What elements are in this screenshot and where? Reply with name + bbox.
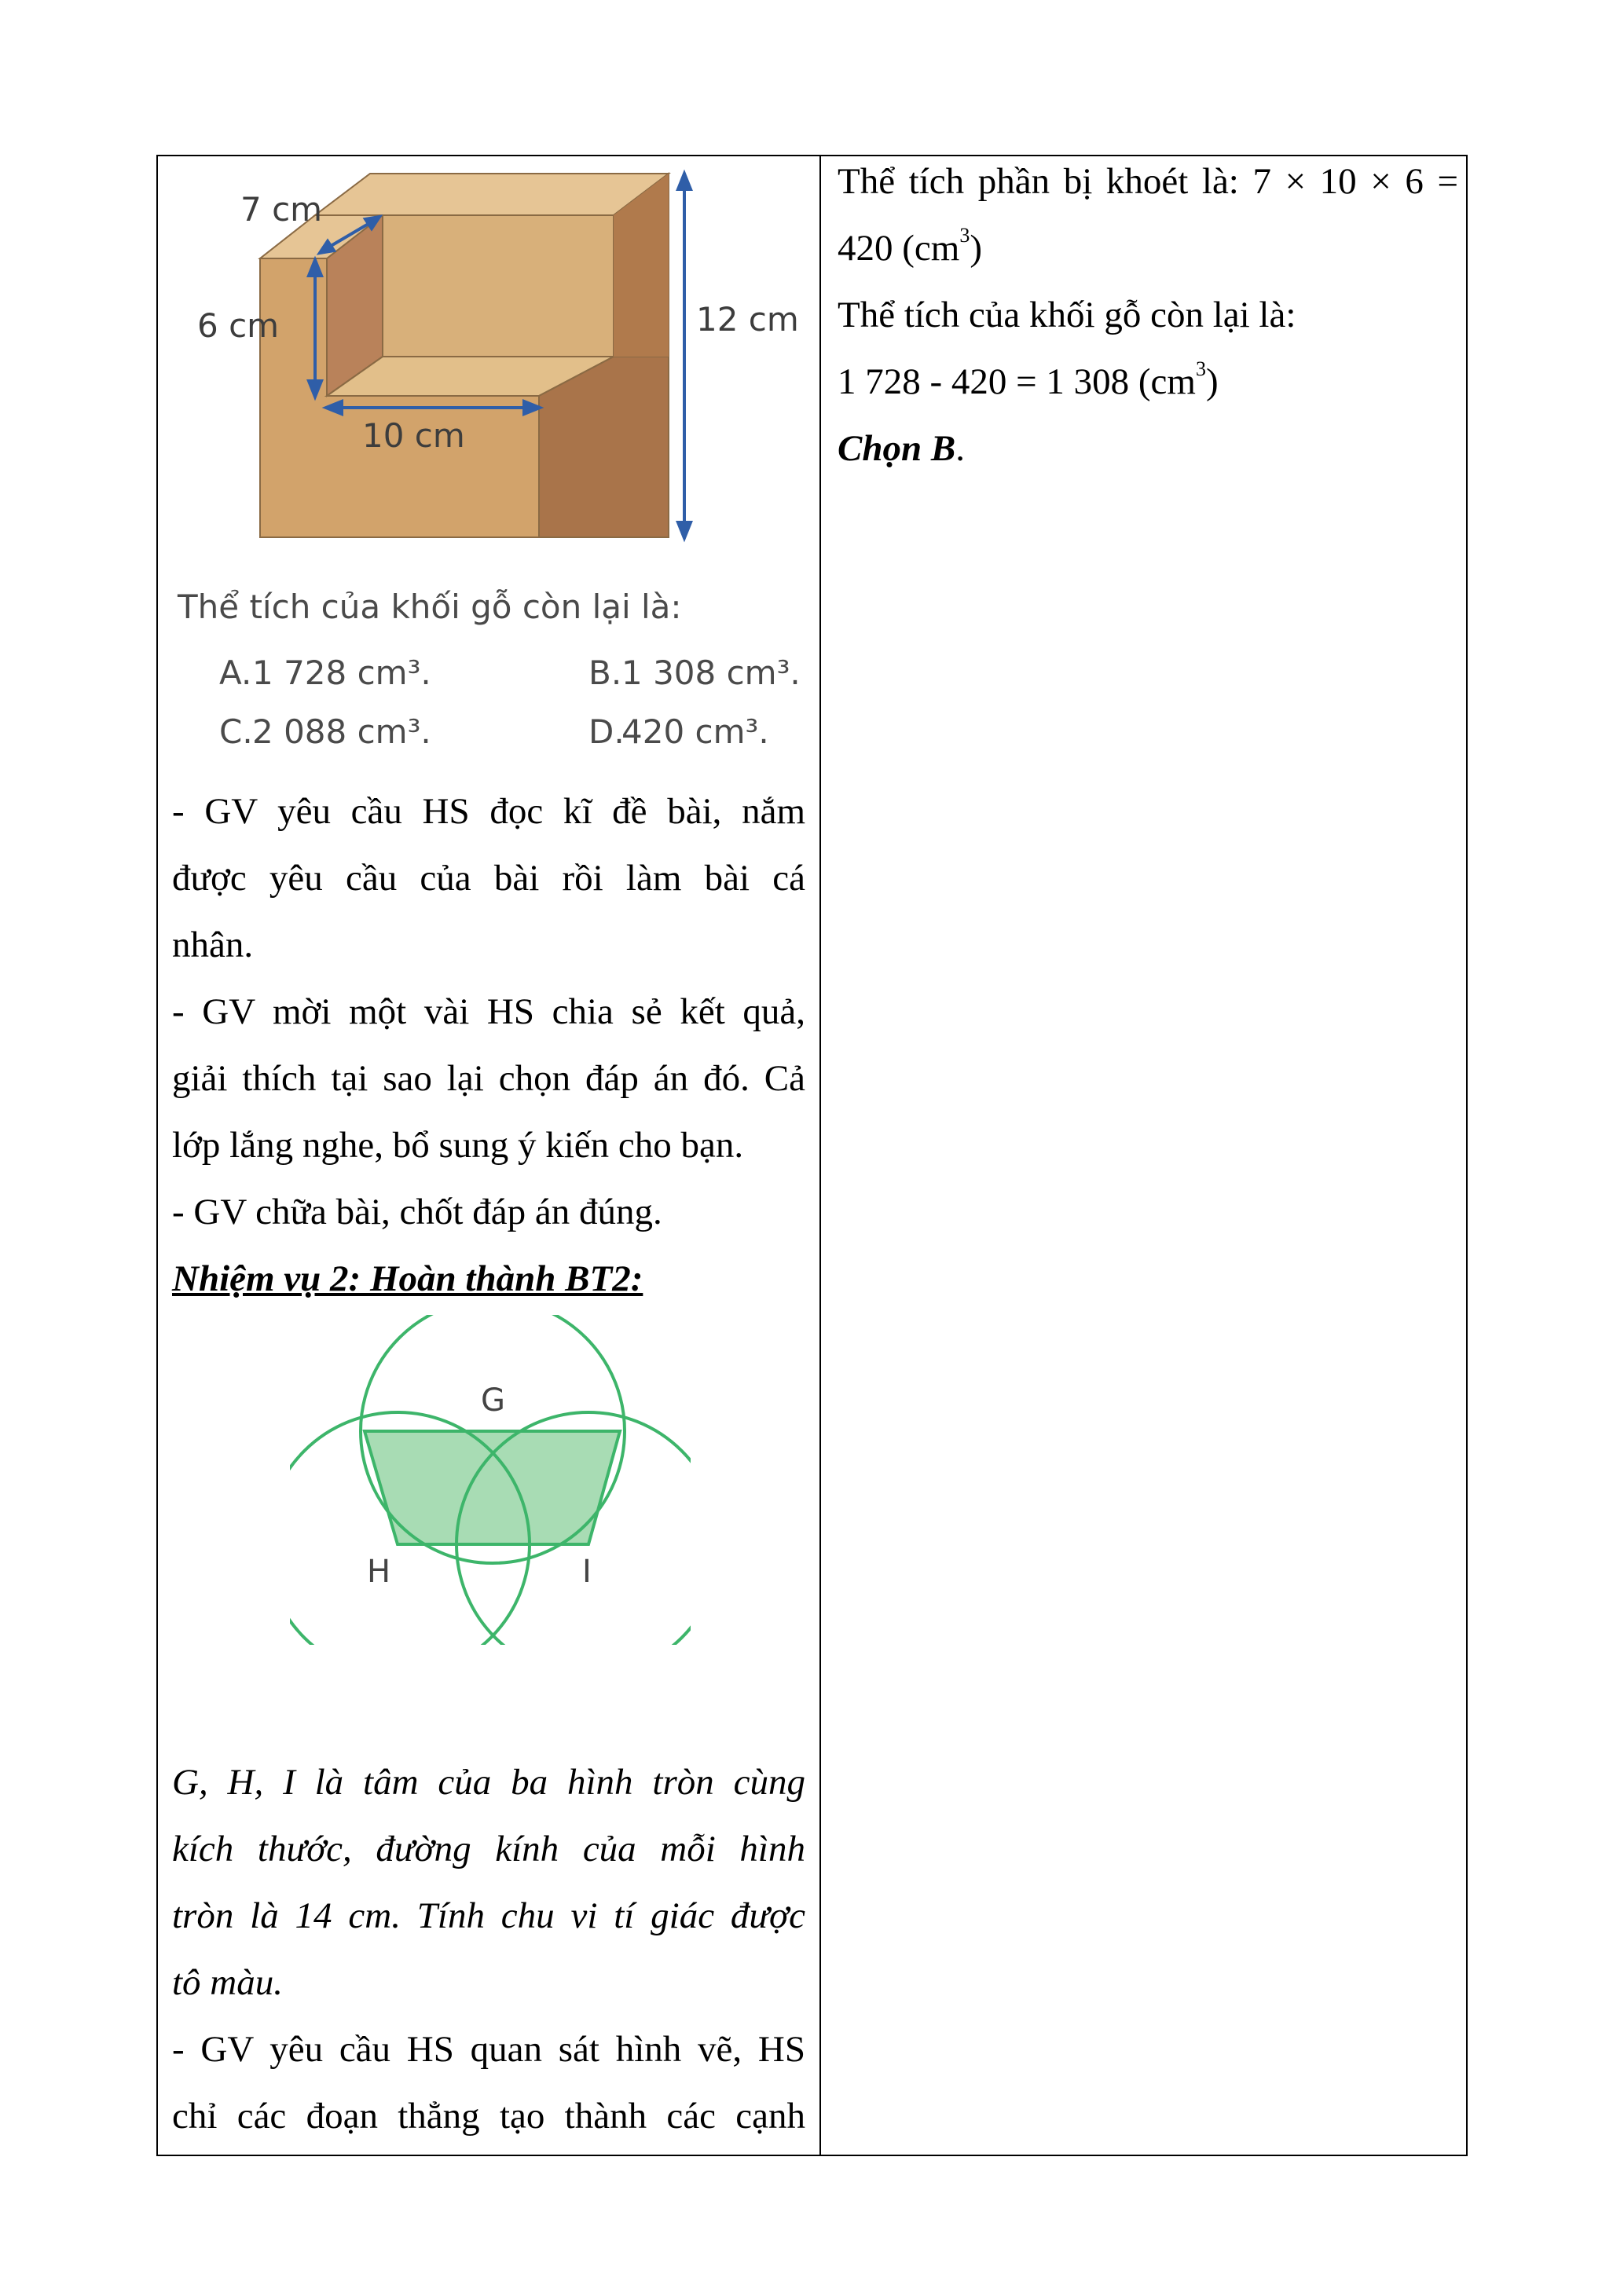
paragraph1-line2: được yêu cầu của bài rồi làm bài cá xyxy=(172,858,805,899)
block-top-back xyxy=(315,174,669,215)
paragraph1-line3: nhân. xyxy=(172,925,254,965)
option-d-text: 420 cm³. xyxy=(621,712,769,751)
problem-line1: G, H, I là tâm của ba hình tròn cùng xyxy=(172,1762,805,1803)
paragraph4-line2: chỉ các đoạn thẳng tạo thành các cạnh xyxy=(172,2096,805,2137)
paragraph3: - GV chữa bài, chốt đáp án đúng. xyxy=(172,1192,662,1232)
solution-block xyxy=(838,148,1458,482)
dim-10cm: 10 cm xyxy=(362,416,465,455)
left-text-block xyxy=(172,778,805,1313)
option-b-text: 1 308 cm³. xyxy=(621,654,801,692)
paragraph2-line2: giải thích tại sao lại chọn đáp án đó. Cả xyxy=(172,1058,805,1099)
option-d-letter: D. xyxy=(588,712,625,751)
right-column xyxy=(838,156,1458,2155)
label-g: G xyxy=(481,1382,505,1419)
paragraph2-line3: lớp lắng nghe, bổ sung ý kiến cho bạn. xyxy=(172,1125,744,1166)
label-i: I xyxy=(582,1554,592,1590)
option-a-text: 1 728 cm³. xyxy=(252,654,431,692)
problem-line4: tô màu. xyxy=(172,1962,283,2003)
left-column xyxy=(172,156,805,2155)
wood-block-figure xyxy=(158,156,806,767)
paragraph2-line1: - GV mời một vài HS chia sẻ kết quả, xyxy=(172,991,805,1032)
block-inner-back xyxy=(383,215,614,357)
option-a-letter: A. xyxy=(219,654,252,692)
solution-line3: Thể tích của khối gỗ còn lại là: xyxy=(838,295,1296,335)
paragraph1-line1: - GV yêu cầu HS đọc kĩ đề bài, nắm xyxy=(172,791,805,832)
option-c-letter: C. xyxy=(219,712,253,751)
solution-line4: 1 728 - 420 = 1 308 $(cm^3)$ xyxy=(838,357,1219,402)
option-b-letter: B. xyxy=(588,654,622,692)
paragraph4-line1: - GV yêu cầu HS quan sát hình vẽ, HS xyxy=(172,2029,805,2070)
circles-figure xyxy=(290,1315,691,1645)
option-c-text: 2 088 cm³. xyxy=(252,712,431,751)
problem-line3: tròn là 14 cm. Tính chu vi tí giác được xyxy=(172,1895,805,1936)
dim-6cm: 6 cm xyxy=(197,306,280,345)
figure1-question: Thể tích của khối gỗ còn lại là: xyxy=(178,588,682,626)
column-divider xyxy=(819,156,821,2155)
left-text-block-2 xyxy=(172,1749,805,2150)
solution-line1: Thể tích phần bị khoét là: 7 × 10 × 6 = xyxy=(838,161,1458,202)
dim-7cm: 7 cm xyxy=(240,190,323,229)
label-h: H xyxy=(367,1554,391,1590)
task-heading: Nhiệm vụ 2: Hoàn thành BT2: xyxy=(172,1258,643,1299)
solution-line2: 420 $(cm^3)$ xyxy=(838,224,982,269)
lesson-table xyxy=(156,155,1468,2156)
problem-line2: kích thước, đường kính của mỗi hình xyxy=(172,1829,805,1869)
dim-12cm: 12 cm xyxy=(696,300,799,339)
choose-answer: Chọn B. xyxy=(838,428,965,469)
